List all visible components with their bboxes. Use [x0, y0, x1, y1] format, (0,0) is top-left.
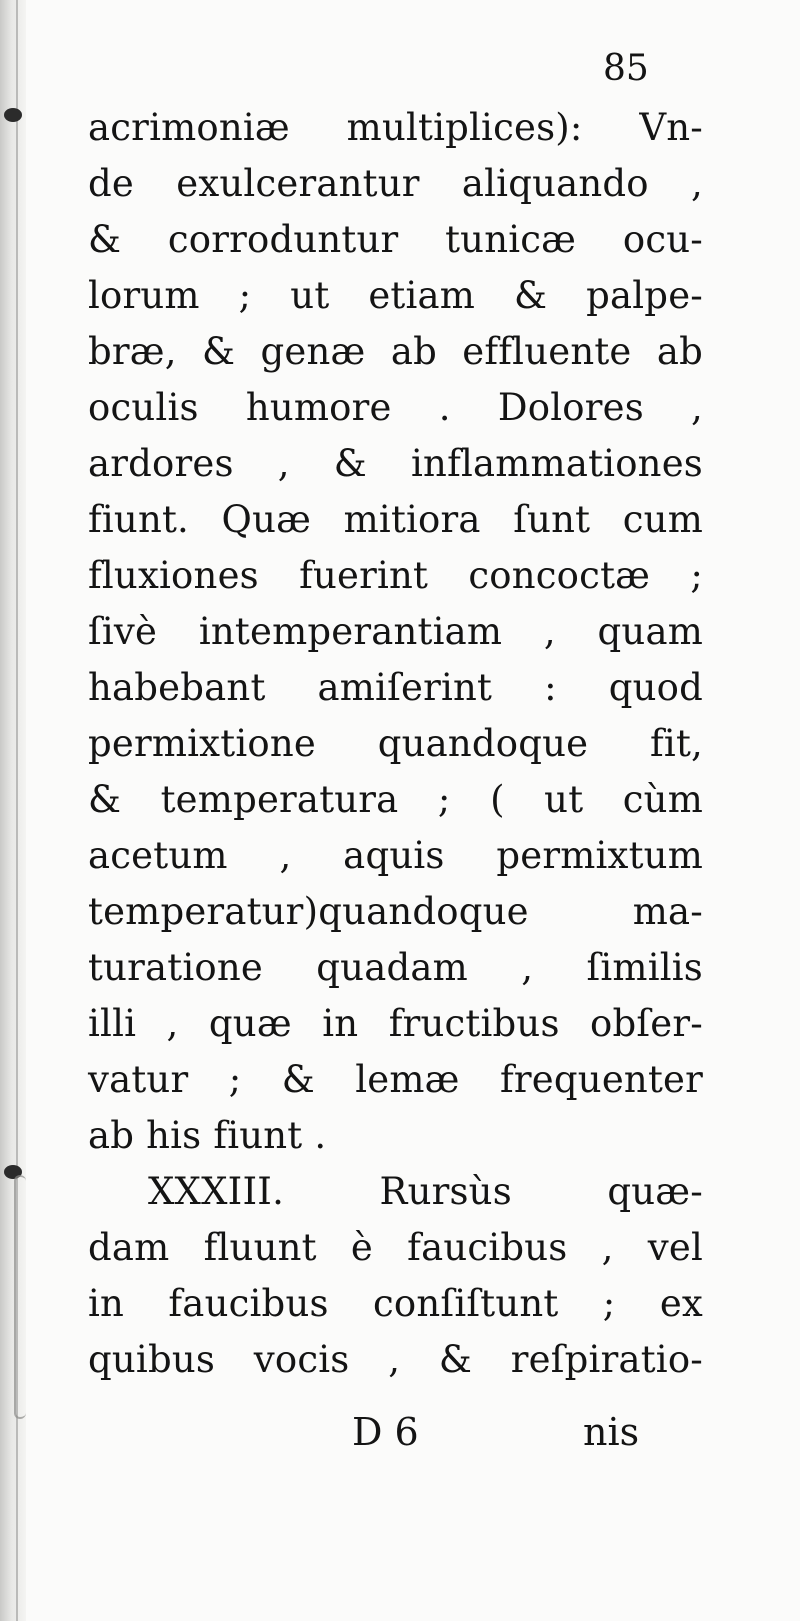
text-line: temperatur)quandoque ma-: [88, 890, 703, 933]
text-line: habebant amiſerint : quod: [88, 666, 703, 709]
text-line: de exulcerantur aliquando ,: [88, 162, 703, 205]
text-line: oculis humore . Dolores ,: [88, 386, 703, 429]
text-line: dam fluunt è faucibus , vel: [88, 1226, 703, 1269]
text-line: bræ, & genæ ab effluente ab: [88, 330, 703, 373]
text-line: ſivè intemperantiam , quam: [88, 610, 703, 653]
text-line: illi , quæ in fructibus obſer-: [88, 1002, 703, 1045]
text-line: in faucibus conſiſtunt ; ex: [88, 1282, 703, 1325]
text-line: permixtione quandoque fit,: [88, 722, 703, 765]
text-line: acetum , aquis permixtum: [88, 834, 703, 877]
catchword: nis: [583, 1410, 640, 1454]
text-line: & corroduntur tunicæ ocu-: [88, 218, 703, 261]
text-line: ab his fiunt .: [88, 1114, 327, 1157]
text-line: fiunt. Quæ mitiora ſunt cum: [88, 498, 703, 541]
text-line: vatur ; & lemæ frequenter: [88, 1058, 703, 1101]
text-line: turatione quadam , ſimilis: [88, 946, 703, 989]
binding-thread: [14, 1175, 26, 1419]
text-line: lorum ; ut etiam & palpe-: [88, 274, 703, 317]
text-line: quibus vocis , & reſpiratio-: [88, 1338, 703, 1381]
text-line: ardores , & inflammationes: [88, 442, 703, 485]
section-heading-line: XXXIII. Rursùs quæ-: [148, 1170, 703, 1213]
text-line: & temperatura ; ( ut cùm: [88, 778, 703, 821]
signature-mark: D 6: [352, 1410, 419, 1454]
text-line: acrimoniæ multiplices): Vn-: [88, 106, 703, 149]
page-number: 85: [603, 48, 649, 89]
body-text: [88, 100, 703, 1388]
binding-stitch-top: [4, 108, 22, 122]
text-line: fluxiones fuerint concoctæ ;: [88, 554, 703, 597]
